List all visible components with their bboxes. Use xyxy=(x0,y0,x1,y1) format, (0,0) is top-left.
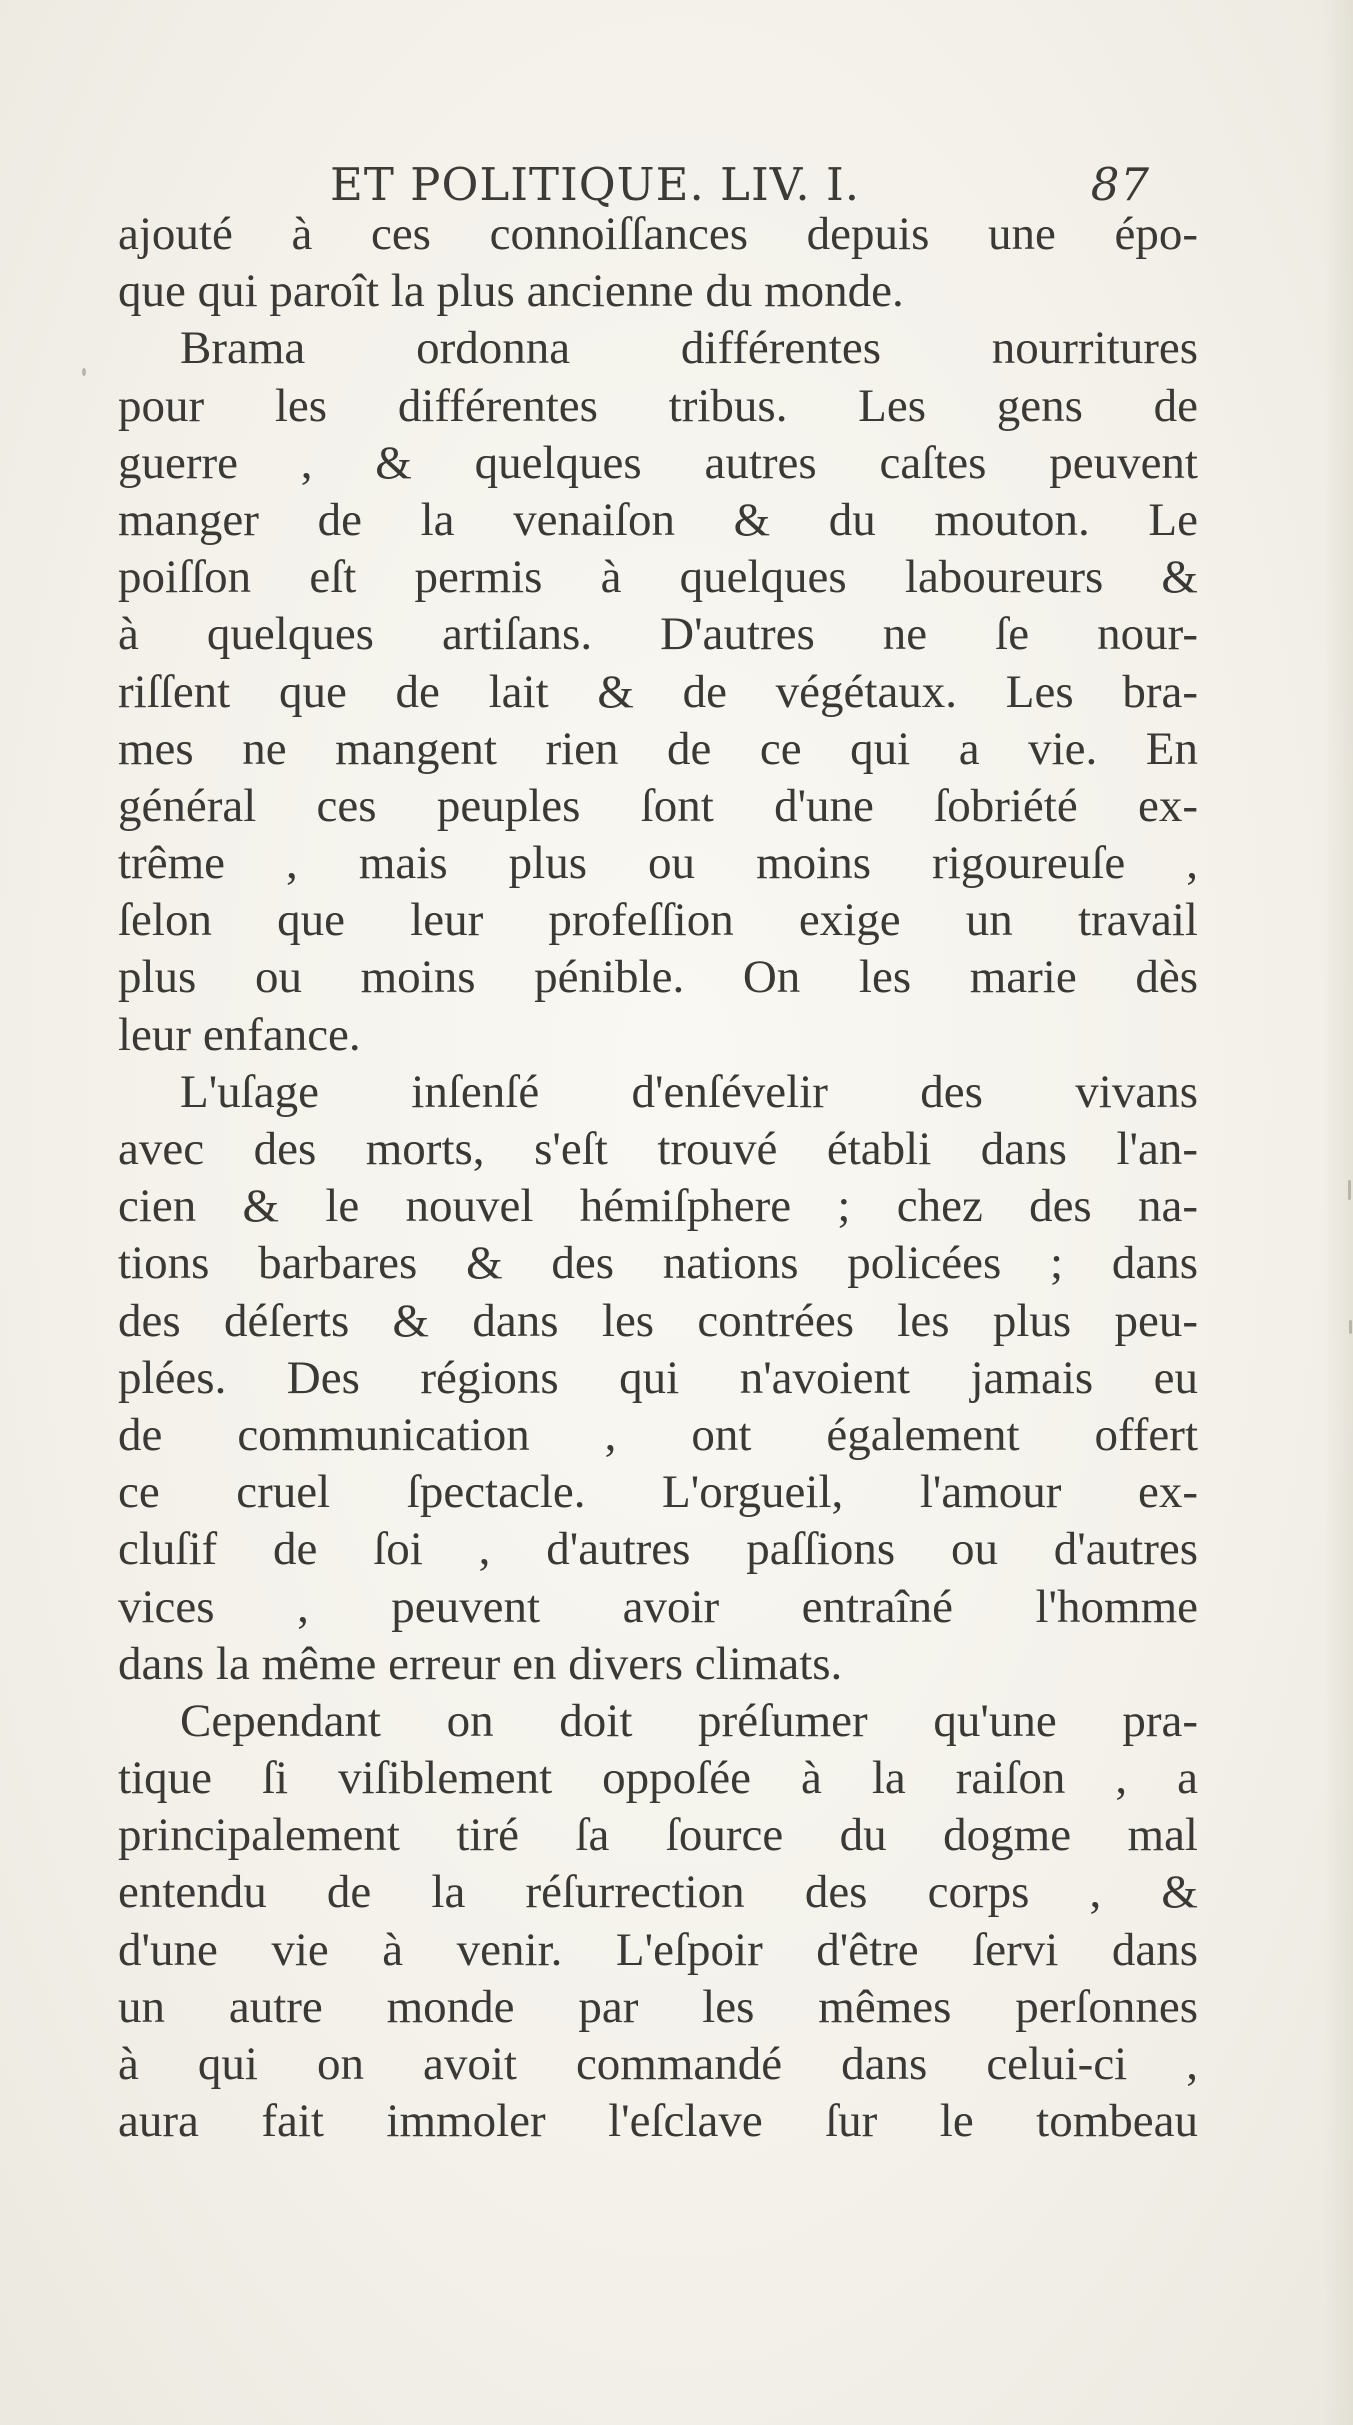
text-line: pour les différentes tribus. Les gens de xyxy=(118,379,1198,432)
text-line: des déſerts & dans les contrées les plus peu- xyxy=(118,1294,1198,1347)
text-line: mes ne mangent rien de ce qui a vie. En xyxy=(118,722,1198,775)
text-line: cluſif de ſoi , d'autres paſſions ou d'autres xyxy=(118,1523,1198,1576)
text-line: manger de la venaiſon & du mouton. Le xyxy=(118,493,1198,546)
text-line: avec des morts, s'eſt trouvé établi dans l'an- xyxy=(118,1123,1198,1175)
text-line: général ces peuples ſont d'une ſobriété ex- xyxy=(118,779,1198,832)
text-line: tions barbares & des nations policées ; dans xyxy=(118,1237,1198,1290)
text-line: aura fait immoler l'eſclave ſur le tombeau xyxy=(118,2095,1198,2148)
text-line: tique ſi viſiblement oppoſée à la raiſon , a xyxy=(118,1752,1198,1805)
text-line: Brama ordonna différentes nourritures xyxy=(180,322,1198,375)
paper-speck xyxy=(82,368,86,376)
page-number: 87 xyxy=(1090,158,1150,211)
text-line: Cependant on doit préſumer qu'une pra- xyxy=(180,1694,1198,1747)
text-line: L'uſage inſenſé d'enſévelir des vivans xyxy=(180,1065,1198,1118)
text-line: poiſſon eſt permis à quelques laboureurs & xyxy=(118,551,1198,604)
text-line: un autre monde par les mêmes perſonnes xyxy=(118,1980,1198,2033)
text-line: ce cruel ſpectacle. L'orgueil, l'amour ex- xyxy=(118,1466,1198,1519)
text-line: entendu de la réſurrection des corps , & xyxy=(118,1866,1198,1919)
paper-speck xyxy=(1348,1180,1351,1200)
text-line: leur enfance. xyxy=(118,1008,361,1061)
text-line: guerre , & quelques autres caſtes peuvent xyxy=(118,436,1198,489)
text-line: que qui paroît la plus ancienne du monde. xyxy=(118,265,904,318)
text-line: plées. Des régions qui n'avoient jamais eu xyxy=(118,1351,1198,1404)
text-line: trême , mais plus ou moins rigoureuſe , xyxy=(118,837,1198,890)
text-line: plus ou moins pénible. On les marie dès xyxy=(118,951,1198,1004)
body-text xyxy=(118,206,1198,2150)
text-line: riſſent que de lait & de végétaux. Les bra- xyxy=(118,665,1198,718)
paper-speck xyxy=(1349,1320,1352,1334)
text-line: ſelon que leur profeſſion exige un travail xyxy=(118,894,1198,947)
running-head-title: ET POLITIQUE. LIV. I. xyxy=(330,158,861,211)
page-edge-shadow xyxy=(1323,0,1353,2425)
text-line: cien & le nouvel hémiſphere ; chez des na- xyxy=(118,1180,1198,1233)
text-line: dans la même erreur en divers climats. xyxy=(118,1637,843,1690)
text-line: ajouté à ces connoiſſances depuis une épo- xyxy=(118,208,1198,260)
text-line: à quelques artiſans. D'autres ne ſe nour- xyxy=(118,608,1198,661)
text-line: d'une vie à venir. L'eſpoir d'être ſervi dans xyxy=(118,1923,1198,1976)
text-line: vices , peuvent avoir entraîné l'homme xyxy=(118,1580,1198,1633)
text-line: principalement tiré ſa ſource du dogme mal xyxy=(118,1809,1198,1862)
text-line: à qui on avoit commandé dans celui-ci , xyxy=(118,2038,1198,2090)
text-line: de communication , ont également offert xyxy=(118,1408,1198,1461)
